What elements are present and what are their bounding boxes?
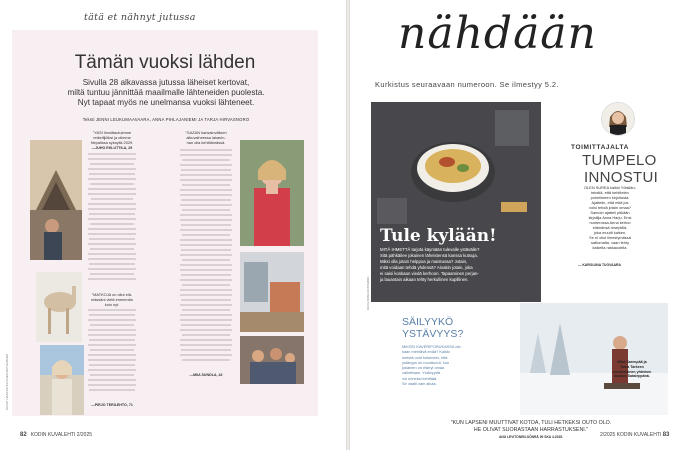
section-label: tätä et nähnyt jutussa (84, 12, 196, 23)
friendship-text-line: voi onneksi kehittää. (402, 375, 438, 381)
story-line: "MATKOJA on ollut elä- (91, 292, 133, 297)
friendship-text (402, 344, 507, 386)
magazine-name: 2/2025 KODIN KUVALEHTI (600, 432, 662, 438)
article-title: Tämän vuoksi lähden (74, 52, 256, 73)
article-credits: Teksti JENNI LEUKUMAAVAARA, ANNA PIHLAJANIEMI JA TARJA HIRVASNORO (82, 117, 250, 122)
editor-text-line: tekstiä, että kehittelen (591, 190, 629, 195)
friendship-text-line: meistä ovat kokeneet, että (402, 354, 448, 360)
story-line: nan olla kehittämässä. (186, 140, 226, 145)
hero-title: Tule kylään! (380, 226, 497, 246)
photo-woman-red (240, 140, 304, 246)
script-heading: nähdään (398, 8, 597, 59)
friendship-text-line: ystävyys on muuttunut, kun (402, 359, 450, 365)
editor-avatar (601, 102, 635, 136)
signature-matkoja (86, 402, 138, 408)
snow-photo (520, 303, 668, 415)
article-lead (46, 78, 286, 108)
photo-camel (36, 272, 82, 342)
hero-text-line: ja lauantain aikaan tehty herkullinen kupillinen. (380, 277, 469, 282)
story-signature: —MIIA SUNDLA, 42 (189, 373, 223, 377)
signature-gazan (178, 372, 234, 378)
editor-text-line: voisi tehdä jotain omaa? (589, 205, 631, 210)
caption-line: ensimmäinen yhteinen (612, 369, 652, 374)
story-signature: —JUHO EKLUTTILA, 29 (91, 146, 133, 150)
hero-text-line: Sitä pähkäilee jokainen läheistensä kanssa kutsuja. (380, 253, 478, 258)
editor-text-line: Samoin ajatteli pitkään (590, 210, 630, 215)
story-line: retkeilijöiksi ja olimme (93, 135, 131, 140)
caption-line: kuvaus Sataleppänä. (614, 374, 650, 379)
friendship-text-line: MIKSEI KAVERIPORUKASSA ole- (402, 344, 462, 349)
editor-signature: — KAROLIINA TUOVAARA (578, 263, 621, 267)
story-gazan (178, 130, 234, 145)
quote-source: ANU LEVITONEN-SÖNRÄ 90 SKA 4.2025. (498, 435, 564, 439)
story-line: alkuvaiheessa lakanin- (186, 135, 226, 140)
story-yasi (86, 130, 138, 151)
left-folio (20, 432, 92, 438)
story-line: Nepalissa syksyllä 2029. (90, 140, 134, 145)
page-number: 82 (20, 432, 27, 438)
editor-title-line1: TUMPELO (582, 152, 657, 169)
editor-title-line2: INNOSTUI (584, 169, 659, 186)
hero-photo-credit: KUVA ANNA KOSTEIKKI (366, 276, 370, 310)
lead-line: Sivulla 28 alkavassa jutussa läheiset kertovat, (82, 78, 250, 87)
editor-text (565, 185, 655, 250)
quote-line: HE OLIVAT SUORASTAAN HARRASTUKSENI." ANU LEVITONEN-SÖNRÄ 90 SKA 4.2025. (473, 427, 589, 439)
story-line: "GAZAN kansainvälisen (185, 130, 227, 135)
story-line: mässäni vielä enemmän (91, 297, 133, 302)
lead-line: Nyt tapaat myös ne unelmansa vuoksi lähteneet. (77, 98, 255, 107)
body-text-lines-matkoja (86, 308, 138, 400)
editor-text-line: Ajattelin, että mitä jos (591, 200, 629, 205)
lead-line: miltä tuntuu jännittää maailmalle lähteneiden puolesta. (67, 88, 265, 97)
photo-credit: KUVAT HAASTATELTUJEN KOTIALBUMI (5, 354, 9, 410)
hero-text (380, 247, 536, 283)
editor-text-line: kaikella rakkaudella. (592, 245, 628, 250)
editor-text-line: numerossa Anna kertoo (589, 220, 631, 225)
friendship-text-line: jokainen on elänyt omaa (402, 365, 445, 371)
editor-text-line: kirjailija Anna Harju. Ensi (588, 215, 632, 220)
right-folio (600, 432, 673, 438)
story-signature: —PIRJO TERILEHTO, 71 (91, 403, 133, 407)
friendship-title-line: YSTÄVYYS? (402, 328, 464, 340)
editor-text-line: joka muutti kaiken. (593, 230, 627, 235)
snow-photo-caption (604, 360, 660, 379)
editor-text-line: sattumalta, vaan tehty (590, 240, 630, 245)
friendship-text-line: kaan mentävä enää? Kaikki (402, 349, 450, 355)
editor-label: TOIMITTAJALTA (571, 144, 629, 151)
quote-line: "KUN LAPSENI MUUTTIVAT KOTOA, TULI HETKEKSI OUTO OLO. (450, 420, 612, 426)
story-line: "YASI ilmoittautuimme (92, 130, 132, 135)
friendship-title (402, 316, 463, 340)
editor-text-line: Se ei ollut ilmestymässä (589, 235, 631, 240)
magazine-name: KODIN KUVALEHTI 2/2025 (30, 432, 93, 438)
caption-line: Taina Tarkeen (620, 364, 644, 369)
photo-woman-beach (40, 345, 84, 415)
body-text-lines-yasi (86, 152, 138, 282)
hero-text-line: MITÄ IHMETTÄ tarjota käymään tulevalle ystävälle? (380, 247, 480, 252)
hero-text-line: Miksi olla jotain helppoa ja maistuvaa? Jotain, (380, 259, 468, 264)
next-issue-line: Kurkistus seuraavaan numeroon. Se ilmestyy 5.2. (375, 80, 559, 89)
friendship-title-line: SÄILYYKÖ (402, 316, 454, 328)
friendship-text-line: Se vaatii vain aikaa. (402, 381, 437, 387)
photo-room (240, 252, 304, 332)
editor-text-line: OLEN SUREA kaikki Yötsilän- (584, 185, 636, 190)
hero-text-line: ei saisi koskaan viedä kerhoon. Tapaaminen perjan- (380, 271, 479, 276)
editor-text-line: elämänsä reseptillä, (592, 225, 628, 230)
hero-text-line: mitä voidaan tehdä yhdessä? Ainakin jotain, joka (380, 265, 473, 270)
body-text-lines-gazan (178, 148, 234, 368)
photo-tent (30, 140, 82, 260)
caption-line: Mika Sarenpää ja (617, 360, 647, 364)
friendship-text-line: vaihettaan. Ystävyyttä (402, 370, 440, 376)
photo-children (240, 336, 304, 384)
story-matkoja (86, 292, 138, 307)
page-number: 83 (662, 432, 670, 438)
story-line: kuin nyt. (104, 302, 120, 307)
editor-text-line: puhelimeen kirjoitusta. (590, 195, 630, 200)
